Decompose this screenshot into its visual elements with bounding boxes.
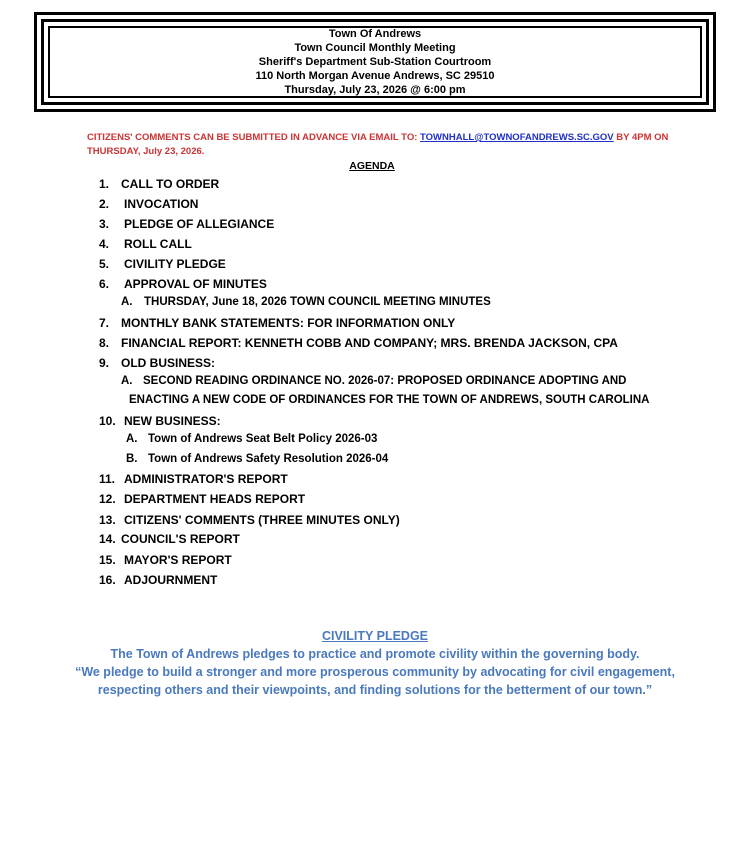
agenda-item [99, 336, 618, 350]
comments-notice [87, 131, 687, 159]
header-meeting: Town Council Monthly Meeting [294, 42, 456, 54]
agenda-item-number: A. [126, 433, 138, 445]
agenda-item-text: ROLL CALL [124, 237, 192, 251]
agenda-item-text: PLEDGE OF ALLEGIANCE [124, 217, 275, 231]
agenda-item [99, 356, 216, 370]
agenda-item-text: APPROVAL OF MINUTES [124, 277, 267, 291]
agenda-item-number: A. [121, 375, 133, 387]
agenda-item [99, 177, 220, 191]
agenda-item [99, 237, 192, 251]
header-box [34, 12, 716, 112]
agenda-item [99, 513, 400, 527]
agenda-item-text: INVOCATION [124, 197, 199, 211]
agenda-item [99, 197, 199, 211]
agenda-item [99, 277, 267, 291]
agenda-item-number: 3. [99, 217, 110, 231]
agenda-item-text: ENACTING A NEW CODE OF ORDINANCES FOR THE TOWN OF ANDREWS, SOUTH CAROLINA [129, 394, 650, 406]
pledge-line-3: respecting others and their viewpoints, and finding solutions for the betterment of our town.” [97, 683, 653, 697]
agenda-item-text: CITIZENS' COMMENTS (THREE MINUTES ONLY) [124, 513, 400, 527]
civility-pledge-title: CIVILITY PLEDGE [321, 629, 429, 643]
agenda-item-text: COUNCIL'S REPORT [121, 532, 240, 546]
header-content [48, 26, 702, 98]
agenda-item [99, 532, 240, 546]
header-location: Sheriff's Department Sub-Station Courtroom [258, 56, 492, 68]
agenda-item-number: A. [121, 296, 133, 308]
agenda-item [99, 553, 232, 567]
agenda-item-text: CALL TO ORDER [121, 177, 220, 191]
agenda-item-number: 10. [99, 414, 116, 428]
header-datetime: Thursday, July 23, 2026 @ 6:00 pm [284, 84, 466, 96]
agenda-item-text: MONTHLY BANK STATEMENTS: FOR INFORMATION ONLY [121, 316, 456, 330]
agenda-item-number: 7. [99, 316, 110, 330]
agenda-item-number: 11. [99, 472, 116, 486]
agenda-item [121, 375, 627, 387]
agenda-item [99, 573, 218, 587]
agenda-item-text: Town of Andrews Seat Belt Policy 2026-03 [148, 433, 378, 445]
agenda-item-number: B. [126, 453, 138, 465]
agenda-item-text: OLD BUSINESS: [121, 356, 216, 370]
agenda-item-number: 8. [99, 336, 110, 350]
agenda-item-text: NEW BUSINESS: [124, 414, 221, 428]
agenda-item-text: SECOND READING ORDINANCE NO. 2026-07: PROPOSED ORDINANCE ADOPTING AND [143, 375, 627, 387]
agenda-item-number: 16. [99, 573, 116, 587]
agenda-title: AGENDA [349, 160, 395, 172]
agenda-item-text: ADJOURNMENT [124, 573, 218, 587]
agenda-item-text: DEPARTMENT HEADS REPORT [124, 492, 306, 506]
agenda-item [99, 472, 288, 486]
agenda-item [126, 433, 378, 445]
agenda-item-number: 9. [99, 356, 110, 370]
agenda-item-number: 2. [99, 197, 110, 211]
agenda-item-number: 4. [99, 237, 110, 251]
agenda-item [99, 257, 226, 271]
email-link[interactable]: TOWNHALL@TOWNOFANDREWS.SC.GOV [420, 132, 614, 143]
header-address: 110 North Morgan Avenue Andrews, SC 29510 [255, 70, 495, 82]
agenda-item [99, 316, 456, 330]
agenda-item-text: MAYOR'S REPORT [124, 553, 232, 567]
agenda-item [99, 492, 306, 506]
agenda-item-text: ADMINISTRATOR'S REPORT [124, 472, 288, 486]
pledge-line-1: The Town of Andrews pledges to practice and promote civility within the governing body. [110, 647, 640, 661]
agenda-item [126, 453, 389, 465]
agenda-item-text: Town of Andrews Safety Resolution 2026-04 [148, 453, 389, 465]
agenda-item-number: 5. [99, 257, 110, 271]
agenda-item [99, 414, 221, 428]
agenda-item-number: 14. [99, 532, 116, 546]
agenda-item-number: 1. [99, 177, 110, 191]
notice-suffix: BY 4PM ON THURSDAY, July 23, 2026. [87, 132, 669, 157]
agenda-item-text: FINANCIAL REPORT: KENNETH COBB AND COMPANY; MRS. BRENDA JACKSON, CPA [121, 336, 618, 350]
agenda-item-number: 13. [99, 513, 116, 527]
agenda-item [121, 296, 491, 308]
agenda-item [99, 217, 275, 231]
agenda-item-number: 12. [99, 492, 116, 506]
agenda-item-text: CIVILITY PLEDGE [124, 257, 226, 271]
notice-prefix: CITIZENS' COMMENTS CAN BE SUBMITTED IN ADVANCE VIA EMAIL TO: [87, 132, 418, 143]
agenda-item-number: 6. [99, 277, 110, 291]
header-border [41, 19, 709, 105]
agenda-item-number: 15. [99, 553, 116, 567]
pledge-line-2: “We pledge to build a stronger and more prosperous community by advocating for civil engagement, [75, 665, 675, 679]
header-town: Town Of Andrews [328, 28, 422, 40]
agenda-item-text: THURSDAY, June 18, 2026 TOWN COUNCIL MEETING MINUTES [144, 296, 491, 308]
